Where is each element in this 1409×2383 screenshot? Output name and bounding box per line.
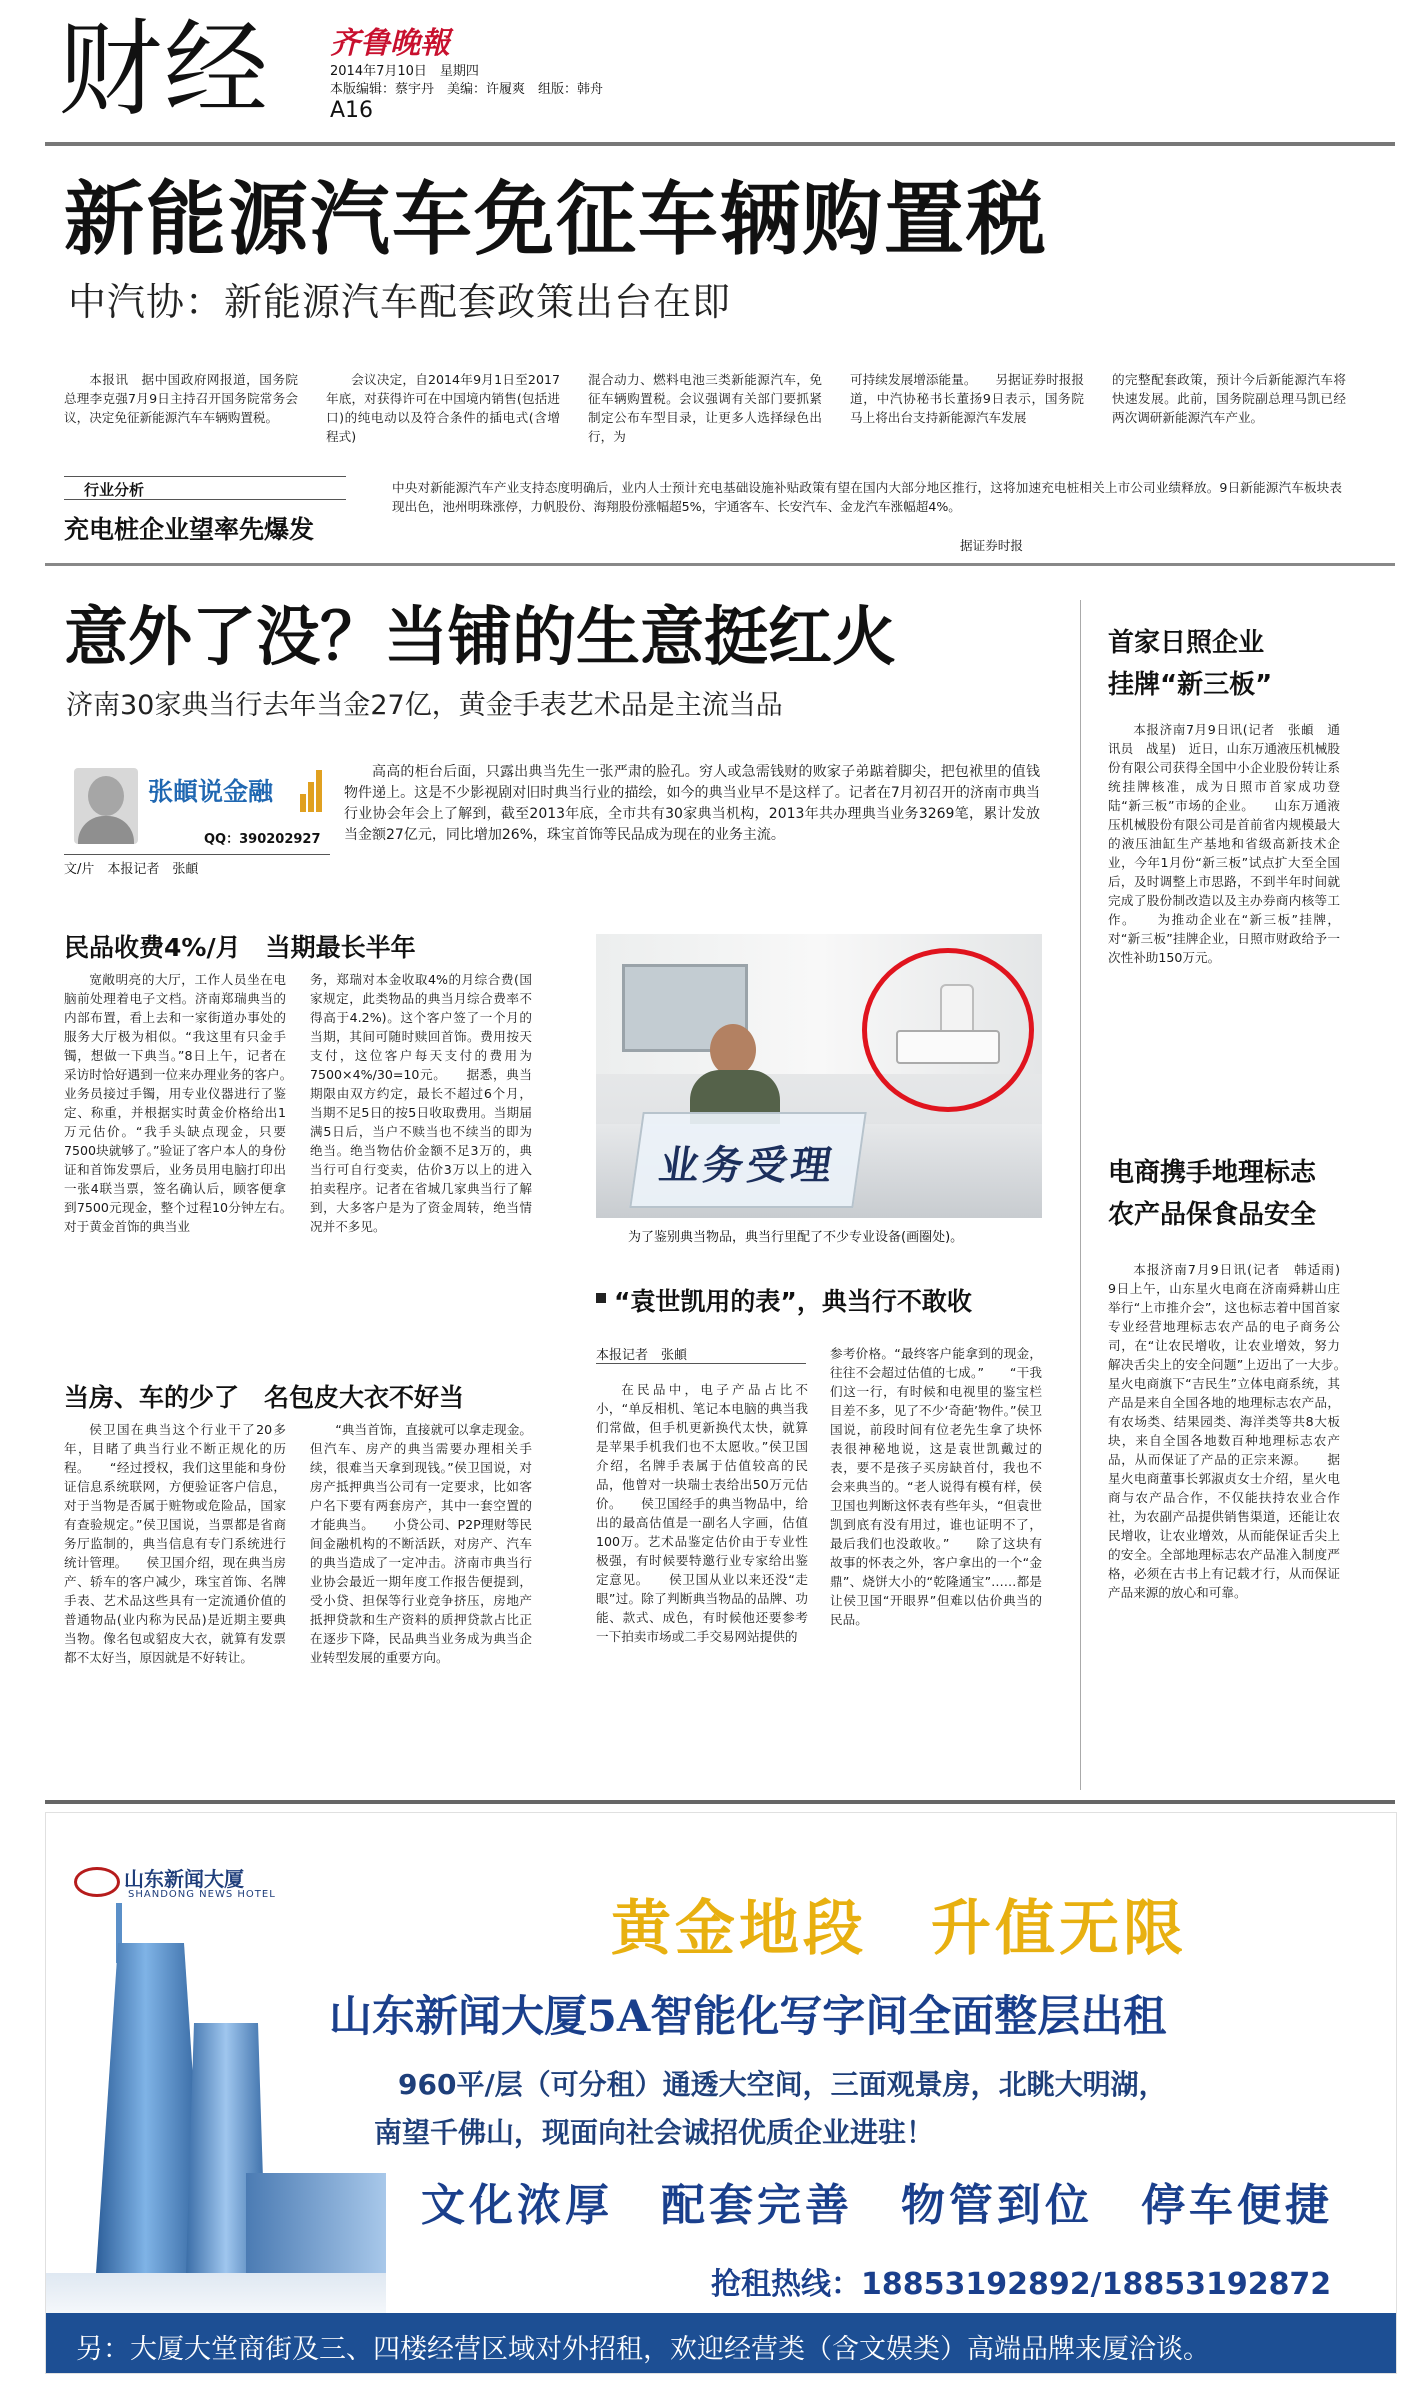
side2-title-1: 电商携手地理标志 xyxy=(1108,1158,1317,1188)
analysis-source: 据证券时报 xyxy=(960,538,1023,553)
columnist-qq: QQ：390202927 xyxy=(204,832,321,847)
story1-headline: 新能源汽车免征车辆购置税 xyxy=(64,173,1048,266)
hotel-logo-icon xyxy=(74,1867,120,1897)
columnist-badge xyxy=(64,762,330,855)
side1-text: 本报济南7月9日讯(记者 张頔 通讯员 战星) 近日，山东万通液压机械股份有限公司获得全国中小企业股份转让系统挂牌核准，成为日照市首家成功登陆“新三板”市场的企业。 山东万通液压机械股份有限公司是首前省内规模最大的液压油缸生产基地和省级高新技术企业，今年1月份“新三板”试点扩大至全国后，及时调整上市思路，不到半年时间就完成了股份制改造以及主办券商内核等工作。 为推动企业在“新三板”挂牌，对“新三板”挂牌企业，日照市财政给予一次性补助150万元。 xyxy=(1108,722,1340,965)
story1-col5: 的完整配套政策，预计今后新能源汽车将快速发展。此前，国务院副总理马凯已经两次调研新能源汽车产业。 xyxy=(1112,372,1346,425)
story2-byline: 文/片 本报记者 张頔 xyxy=(64,862,199,877)
section-title: 财经 xyxy=(58,8,271,130)
header-rule xyxy=(45,142,1395,146)
sub3-marker xyxy=(596,1293,606,1303)
analysis-label-box xyxy=(64,476,346,500)
ad-line-1: 960平/层（可分租）通透大空间，三面观景房，北眺大明湖， xyxy=(398,2068,1167,2101)
paper-logo: 齐鲁晚報 xyxy=(330,26,450,61)
story2-sub3-byline: 本报记者 张頔 xyxy=(596,1348,688,1363)
section-rule-1 xyxy=(45,563,1395,566)
side1-title-1: 首家日照企业 xyxy=(1108,628,1265,658)
ad-headline: 山东新闻大厦5A智能化写字间全面整层出租 xyxy=(329,1992,1167,2042)
photo-sign-text: 业务受理 xyxy=(655,1143,839,1189)
photo-desk-sign xyxy=(629,1112,866,1208)
story1-col4: 可持续发展增添能量。 另据证券时报报道，中汽协秘书长董扬9日表示，国务院马上将出台支持新能源汽车发展 xyxy=(850,372,1084,425)
highlight-circle xyxy=(862,948,1034,1112)
columnist-avatar xyxy=(74,768,138,844)
sub3-byline-rule xyxy=(596,1363,806,1364)
story2-sub3: “袁世凯用的表”，典当行不敢收 xyxy=(614,1287,972,1316)
ad-footer-bar xyxy=(46,2313,1396,2373)
pawnshop-photo xyxy=(596,934,1042,1218)
sidebar-divider xyxy=(1080,600,1081,1790)
story2-headline: 意外了没？当铺的生意挺红火 xyxy=(64,601,896,675)
ad-slogan: 黄金地段 升值无限 xyxy=(611,1894,1187,1964)
ad-footer-text: 另：大厦大堂商街及三、四楼经营区域对外招租，欢迎经营类（含文娱类）高端品牌来厦洽谈。 xyxy=(76,2334,1210,2365)
story1-col3: 混合动力、燃料电池三类新能源汽车，免征车辆购置税。会议强调有关部门要抓紧制定公布车型目录，让更多人选择绿色出行，为 xyxy=(588,372,822,444)
story2-sub2-col1: 侯卫国在典当这个行业干了20多年，目睹了典当行业不断正规化的历程。 “经过授权，我们这里能和身份证信息系统联网，方便验证客户信息，对于当物是否属于赃物或危险品，国家有查验规定。”侯卫国说，当票都是省商务厅监制的，典当信息有专门系统进行统计管理。 侯卫国介绍，现在典当房产、轿车的客户减少，珠宝首饰、名牌手表、艺术品这些具有一定流通价值的普通物品(业内称为民品)是近期主要典当物。像名包或貂皮大衣，就算有发票都不太好当，原因就是不好转让。 xyxy=(64,1422,286,1665)
ad-top-rule xyxy=(45,1800,1395,1804)
side2-title-2: 农产品保食品安全 xyxy=(1108,1200,1317,1230)
story2-sub2-col2: “典当首饰，直接就可以拿走现金。但汽车、房产的典当需要办理相关手续，很难当天拿到现钱。”侯卫国说，对房产抵押典当公司有一定要求，比如客户名下要有两套房产，其中一套空置的才能典当。 小贷公司、P2P理财等民间金融机构的不断活跃，对房产、汽车的典当造成了一定冲击。济南市典当行业协会最近一期年度工作报告便提到，受小贷、担保等行业竞争挤压，房地产抵押贷款和生产资料的质押贷款占比正在逐步下降，民品典当业务成为典当企业转型发展的重要方向。 xyxy=(310,1422,532,1665)
analysis-label: 行业分析 xyxy=(84,481,145,499)
story2-sub1: 民品收费4%/月 当期最长半年 xyxy=(64,933,416,962)
tower-illustration xyxy=(46,1903,386,2333)
ad-features: 文化浓厚 配套完善 物管到位 停车便捷 xyxy=(421,2180,1333,2231)
story1-col1: 本报讯 据中国政府网报道，国务院总理李克强7月9日主持召开国务院常务会议，决定免征新能源汽车车辆购置税。 xyxy=(64,372,298,425)
story2-sub3-col2: 参考价格。“最终客户能拿到的现金，往往不会超过估值的七成。” “干我们这一行，有时候和电视里的鉴宝栏目差不多，见了不少‘奇葩’物件。”侯卫国说，前段时间有位老先生拿了块怀表很神秘地说，这是袁世凯戴过的表，要不是孩子买房缺首付，我也不会来典当的。“老人说得有模有样，侯卫国也判断这怀表有些年头，“但袁世凯到底有没有用过，谁也证明不了，最后我们也没敢收。” 除了这块有故事的怀表之外，客户拿出的一个“金鼎”、烧饼大小的“乾隆通宝”……都是让侯卫国“开眼界”但难以估价典当的民品。 xyxy=(830,1346,1042,1627)
analysis-title: 充电桩企业望率先爆发 xyxy=(64,515,315,544)
ad-brand-cn: 山东新闻大厦 xyxy=(124,1867,244,1891)
editors-line: 本版编辑：蔡宇丹 美编：许履爽 组版：韩舟 xyxy=(330,82,604,97)
photo-caption: 为了鉴别典当物品，典当行里配了不少专业设备(画圈处)。 xyxy=(628,1230,964,1245)
story2-sub2: 当房、车的少了 名包皮大衣不好当 xyxy=(64,1383,465,1412)
story2-sub1-col2: 务，郑瑞对本金收取4%的月综合费(国家规定，此类物品的典当月综合费率不得高于4.2%)。这个客户签了一个月的当期，其间可随时赎回首饰。费用按天支付，这位客户每天支付的费用为7500×4%/30=10元。 据悉，典当期限由双方约定，最长不超过6个月，当期不足5日的按5日收取费用。当期届满5日后，当户不赎当也不续当的即为绝当。绝当物估价金额不足3万的，典当行可自行变卖，估价3万以上的进入拍卖程序。记者在省城几家典当行了解到，大多客户是为了资金周转，绝当情况并不多见。 xyxy=(310,972,532,1234)
columnist-name: 张頔说金融 xyxy=(148,777,274,806)
story1-col2: 会议决定，自2014年9月1日至2017年底，对获得许可在中国境内销售(包括进口)的纯电动以及符合条件的插电式(含增程式) xyxy=(326,372,560,444)
bar-chart-icon xyxy=(300,766,328,812)
side2-text: 本报济南7月9日讯(记者 韩适雨) 9日上午，山东星火电商在济南舜耕山庄举行“上市推介会”，这也标志着中国首家专业经营地理标志农产品的电子商务公司，在“让农民增收，让农业增效，努力解决舌尖上的安全问题”上迈出了一大步。 星火电商旗下“吉民生”立体电商系统，其产品是来自全国各地的地理标志农产品，有农场类、结果园类、海洋类等共8大板块，来自全国各地数百种地理标志农产品，从而保证了产品的正宗来源。 据星火电商董事长郭淑贞女士介绍，星火电商与农产品合作，不仅能扶持农业合作社，为农副产品提供销售渠道，还能让农民增收，让农业增效，从而能保证舌尖上的安全。全部地理标志农产品准入制度严格，必须在古书上有记载才行，从而保证产品来源的放心和可靠。 xyxy=(1108,1262,1366,1600)
ad-hotline: 抢租热线：18853192892/18853192872 xyxy=(711,2267,1332,2302)
story2-sub1-col1: 宽敞明亮的大厅，工作人员坐在电脑前处理着电子文档。济南郑瑞典当的内部布置，看上去和一家街道办事处的服务大厅极为相似。“我这里有只金手镯，想做一下典当。”8日上午，记者在采访时恰好遇到一位来办理业务的客户。 业务员接过手镯，用专业仪器进行了鉴定、称重，并根据实时黄金价格给出1万元估价。“我手头缺点现金，只要7500块就够了。”验证了客户本人的身份证和首饰发票后，业务员用电脑打印出一张4联当票，签名确认后，顾客便拿到7500元现金，整个过程10分钟左右。 对于黄金首饰的典当业 xyxy=(64,972,312,1234)
page-number: A16 xyxy=(330,98,374,123)
analysis-text: 中央对新能源汽车产业支持态度明确后，业内人士预计充电基础设施补贴政策有望在国内大部分地区推行，这将加速充电桩相关上市公司业绩释放。9日新能源汽车板块表现出色，池州明珠涨停，力帆股份、海翔股份涨幅超5%，宇通客车、长安汽车、金龙汽车涨幅超4%。 xyxy=(392,480,1342,514)
ad-banner xyxy=(45,1812,1397,2374)
ad-line-2: 南望千佛山，现面向社会诚招优质企业进驻！ xyxy=(374,2116,935,2149)
date-line: 2014年7月10日 星期四 xyxy=(330,64,479,79)
story2-intro: 高高的柜台后面，只露出典当先生一张严肃的脸孔。穷人或急需钱财的败家子弟踮着脚尖，把包袱里的值钱物件递上。这是不少影视剧对旧时典当行业的描绘，如今的典当业早不是这样了。记者在7月初召开的济南市典当行业协会年会上了解到，截至2013年底，全市共有30家典当机构，2013年共办理典当业务3269笔，累计发放当金额27亿元，同比增加26%，珠宝首饰等民品成为现在的业务主流。 xyxy=(344,764,1040,843)
story2-subhead: 济南30家典当行去年当金27亿，黄金手表艺术品是主流当品 xyxy=(66,690,783,721)
story2-sub3-col1: 在民品中，电子产品占比不小，“单反相机、笔记本电脑的典当我们常做，但手机更新换代太快，就算是苹果手机我们也不太愿收。”侯卫国介绍，名牌手表属于估值较高的民品，他曾对一块瑞士表给出50万元估价。 侯卫国经手的典当物品中，给出的最高估值是一副名人字画，估值100万。艺术品鉴定估价由于专业性极强，有时候要特邀行业专家给出鉴定意见。 侯卫国从业以来还没“走眼”过。除了判断典当物品的品牌、功能、款式、成色，有时候他还要参考一下拍卖市场或二手交易网站提供的 xyxy=(596,1382,808,1644)
side1-title-2: 挂牌“新三板” xyxy=(1108,670,1273,700)
story1-subhead: 中汽协：新能源汽车配套政策出台在即 xyxy=(68,280,732,324)
ad-brand-en: SHANDONG NEWS HOTEL xyxy=(128,1889,276,1900)
